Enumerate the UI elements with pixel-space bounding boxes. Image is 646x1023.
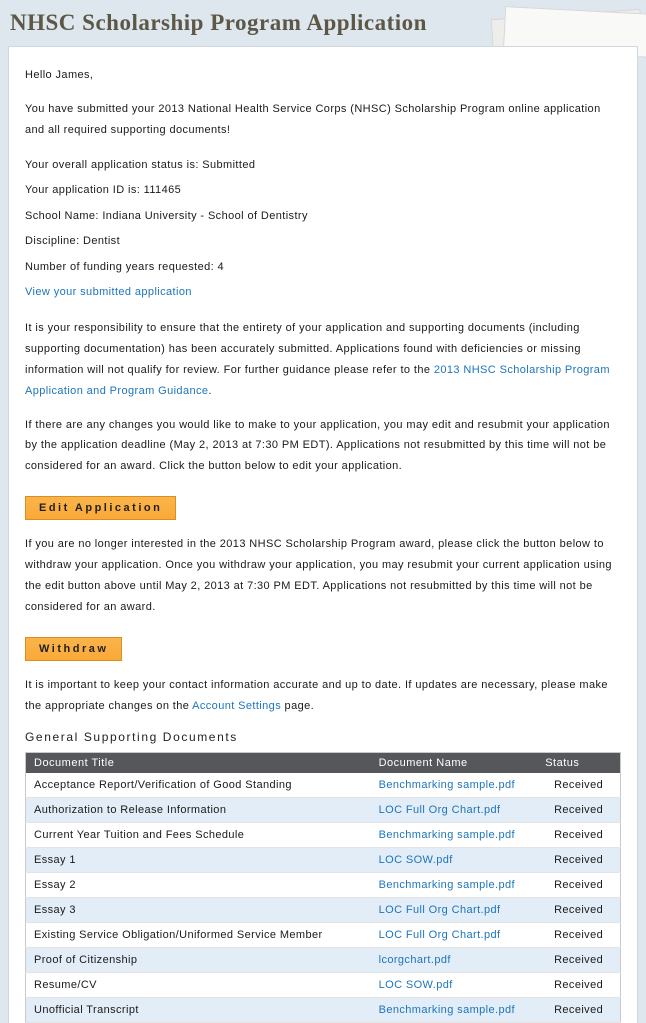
- application-id-line: Your application ID is: 111465: [25, 184, 182, 197]
- document-name-cell: [371, 822, 538, 847]
- account-settings-link[interactable]: Account Settings: [192, 699, 282, 712]
- status-cell: Received: [537, 773, 620, 798]
- contact-text-before: It is important to keep your contact information accurate and up to date. If updates are necessary, please make the appropriate changes on the: [25, 678, 608, 712]
- supporting-documents-heading: General Supporting Documents: [25, 729, 238, 744]
- status-cell: Received: [537, 822, 620, 847]
- status-cell: Received: [537, 997, 620, 1022]
- document-name-cell: [371, 922, 538, 947]
- document-name-cell: [371, 797, 538, 822]
- responsibility-text-before: It is your responsibility to ensure that the entirety of your application and supporting documents (including supporting documentation) has been accurately submitted. Applications found with deficiencies or missing information will not qualify for review. For further guidance please refer to the: [25, 321, 581, 376]
- document-title-cell: Proof of Citizenship: [26, 947, 371, 972]
- document-file-link[interactable]: LOC Full Org Chart.pdf: [378, 803, 501, 816]
- view-submitted-application-link[interactable]: View your submitted application: [25, 286, 192, 299]
- document-file-link[interactable]: Benchmarking sample.pdf: [378, 828, 515, 841]
- table-row: [26, 922, 621, 947]
- table-row: [26, 822, 621, 847]
- document-name-cell: [371, 972, 538, 997]
- status-cell: Received: [537, 947, 620, 972]
- application-status-panel: [8, 46, 638, 1023]
- submitted-paragraph: You have submitted your 2013 National Health Service Corps (NHSC) Scholarship Program online application and all required supporting documents!: [25, 102, 601, 136]
- funding-years-line: Number of funding years requested: 4: [25, 260, 225, 273]
- status-cell: Received: [537, 872, 620, 897]
- column-header-status: Status: [537, 752, 620, 773]
- document-name-cell: [371, 897, 538, 922]
- table-row: [26, 947, 621, 972]
- document-title-cell: Resume/CV: [26, 972, 371, 997]
- status-cell: Received: [537, 897, 620, 922]
- status-cell: Received: [537, 972, 620, 997]
- page-header: [0, 0, 646, 46]
- document-file-link[interactable]: Benchmarking sample.pdf: [378, 778, 515, 791]
- document-file-link[interactable]: LOC SOW.pdf: [378, 853, 453, 866]
- school-name-line: School Name: Indiana University - School of Dentistry: [25, 209, 308, 222]
- responsibility-text-after: .: [208, 384, 212, 397]
- contact-info-paragraph: [25, 675, 621, 717]
- table-row: [26, 997, 621, 1022]
- table-row: [26, 872, 621, 897]
- column-header-document-title: Document Title: [26, 752, 371, 773]
- document-title-cell: Current Year Tuition and Fees Schedule: [26, 822, 371, 847]
- document-file-link[interactable]: Benchmarking sample.pdf: [378, 878, 515, 891]
- program-guidance-link[interactable]: 2013 NHSC Scholarship Program Application and Program Guidance: [25, 363, 610, 397]
- discipline-line: Discipline: Dentist: [25, 235, 121, 248]
- table-row: [26, 847, 621, 872]
- withdraw-button[interactable]: Withdraw: [25, 637, 122, 661]
- document-name-cell: [371, 773, 538, 798]
- table-row: [26, 897, 621, 922]
- document-title-cell: Authorization to Release Information: [26, 797, 371, 822]
- document-name-cell: [371, 997, 538, 1022]
- documents-table-body: [26, 773, 621, 1023]
- status-cell: Received: [537, 847, 620, 872]
- document-file-link[interactable]: LOC Full Org Chart.pdf: [378, 928, 501, 941]
- document-file-link[interactable]: LOC SOW.pdf: [378, 978, 453, 991]
- document-title-cell: Essay 1: [26, 847, 371, 872]
- overall-status-line: Your overall application status is: Submitted: [25, 158, 256, 171]
- responsibility-paragraph: [25, 318, 621, 402]
- document-name-cell: [371, 847, 538, 872]
- table-row: [26, 972, 621, 997]
- document-title-cell: Acceptance Report/Verification of Good Standing: [26, 773, 371, 798]
- greeting-text: Hello James,: [25, 69, 94, 81]
- document-file-link[interactable]: LOC Full Org Chart.pdf: [378, 903, 501, 916]
- document-title-cell: Unofficial Transcript: [26, 997, 371, 1022]
- document-file-link[interactable]: Benchmarking sample.pdf: [378, 1003, 515, 1016]
- document-title-cell: Essay 3: [26, 897, 371, 922]
- edit-instructions-paragraph: If there are any changes you would like to make to your application, you may edit and resubmit your application by the application deadline (May 2, 2013 at 7:30 PM EDT). Applications not resubmitted by this time will not be considered for an award. Click the button below to edit your application.: [25, 418, 610, 473]
- status-cell: Received: [537, 797, 620, 822]
- table-row: [26, 797, 621, 822]
- status-cell: Received: [537, 922, 620, 947]
- contact-text-after: page.: [281, 699, 315, 712]
- column-header-document-name: Document Name: [371, 752, 538, 773]
- view-application-line: [25, 281, 621, 304]
- document-file-link[interactable]: lcorgchart.pdf: [378, 953, 451, 966]
- document-name-cell: [371, 947, 538, 972]
- edit-application-button[interactable]: Edit Application: [25, 496, 176, 520]
- table-row: [26, 773, 621, 798]
- document-title-cell: Existing Service Obligation/Uniformed Service Member: [26, 922, 371, 947]
- withdraw-instructions-paragraph: If you are no longer interested in the 2013 NHSC Scholarship Program award, please click the button below to withdraw your application. Once you withdraw your application, you may resubmit your current application using the edit button above until May 2, 2013 at 7:30 PM EDT. Applications not resubmitted by this time will not be considered for an award.: [25, 538, 612, 613]
- supporting-documents-table: [25, 752, 621, 1023]
- document-title-cell: Essay 2: [26, 872, 371, 897]
- page-title: NHSC Scholarship Program Application: [10, 10, 427, 35]
- document-name-cell: [371, 872, 538, 897]
- table-header-row: [26, 752, 621, 773]
